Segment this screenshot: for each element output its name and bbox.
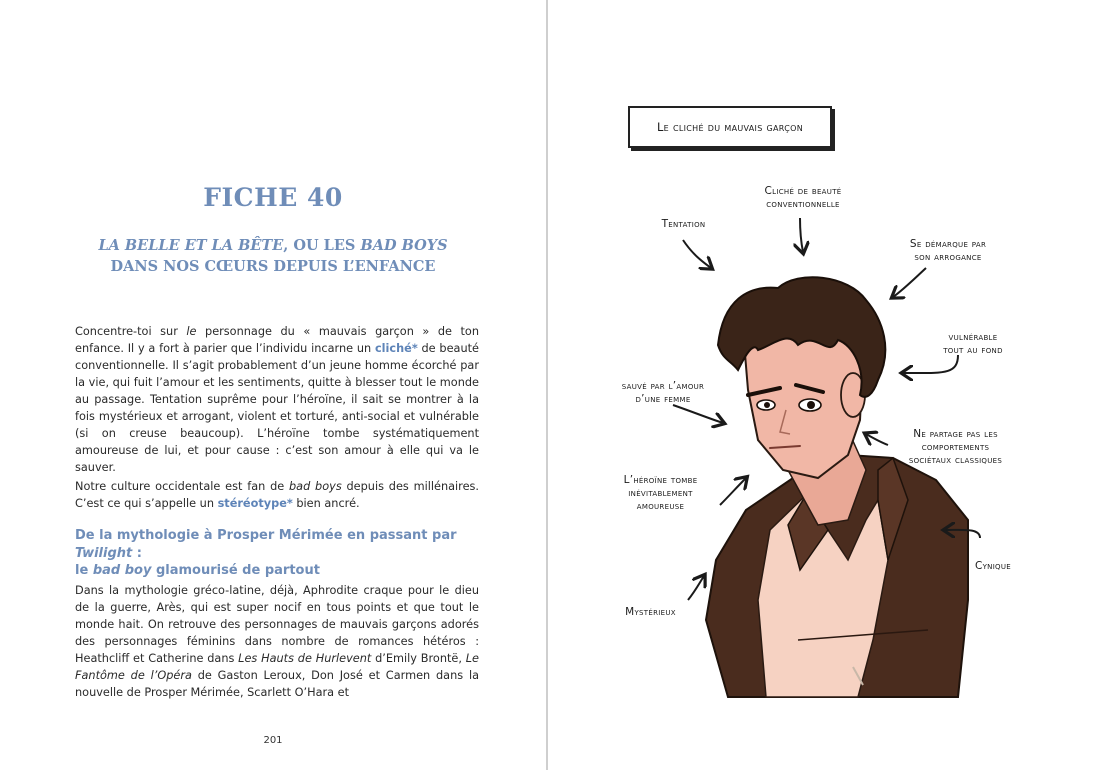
- keyword-stereotype-link[interactable]: stéréotype*: [217, 497, 293, 510]
- section-heading: [75, 527, 485, 580]
- label-cliche-beaute: Cliché de beauté conventionnelle: [764, 185, 842, 210]
- left-page: [0, 0, 546, 770]
- label-tentation: Tentation: [661, 218, 706, 230]
- label-vulnerable: vulnérable tout au fond: [943, 331, 1003, 356]
- page-number: 201: [263, 735, 283, 746]
- subtitle-line-1: [0, 235, 546, 256]
- label-se-demarque: Se démarque par son arrogance: [909, 238, 987, 263]
- section-heading-line-2: le bad boy glamourisé de partout: [75, 563, 320, 578]
- fiche-title: FICHE 40: [203, 183, 343, 212]
- right-page: [548, 0, 1093, 770]
- paragraph-3: Dans la mythologie gréco-latine, déjà, Aphrodite craque pour le dieu de la guerre, Arès, qui est super nocif en tous points et que tout le monde hait. On retrouve des personnages de mauvais garçons adorés des personnages féminins dans nombre de romances hétéros : Heathcliff et Catherine dans Les Hauts de Hurlevent d’Emily Brontë, Le Fantôme de l’Opéra de Gaston Leroux, Don José et Carmen dans la nouvelle de Prosper Mérimée, Scarlett O’Hara et: [75, 584, 479, 699]
- paragraph-1: Concentre-toi sur le personnage du « mauvais garçon » de ton enfance. Il y a fort à parier que l’individu incarne un cliché* de beauté conventionnelle. Il s’agit probablement d’un jeune homme écorché par la vie, qui fuit l’amour et les sentiments, quitte à blesser tout le monde au passage. Tentation suprême pour l’héroïne, il sait se montrer à la fois mystérieux et arrogant, violent et torturé, anti-social et vulnérable (si on creuse beaucoup). L’héroïne tombe systématiquement amoureuse de lui, et pour cause : c’est son amour à elle qui va le sauver.: [75, 325, 480, 474]
- label-sauve-par-amour: sauvé par l’amour d’une femme: [621, 380, 705, 405]
- subtitle-mid: , OU LES: [283, 237, 361, 254]
- subtitle-italic-2: BAD BOYS: [360, 237, 448, 254]
- illustration-title-box: Le cliché du mauvais garçon: [628, 106, 832, 148]
- paragraph-2: Notre culture occidentale est fan de bad boys depuis des millénaires. C’est ce qui s’appelle un stéréotype* bien ancré.: [75, 480, 479, 510]
- subtitle-line-2: DANS NOS CŒURS DEPUIS L’ENFANCE: [110, 258, 436, 275]
- section-heading-line-1: De la mythologie à Prosper Mérimée en passant par Twilight :: [75, 528, 457, 561]
- subtitle-italic-1: LA BELLE ET LA BÊTE: [98, 237, 284, 254]
- keyword-cliche-link[interactable]: cliché*: [374, 342, 418, 355]
- label-heroine-tombe: L’héroïne tombe inévitablement amoureuse: [623, 474, 698, 512]
- label-cynique: Cynique: [974, 560, 1012, 572]
- label-ne-partage-pas: Ne partage pas les comportements sociétaux classiques: [908, 428, 1003, 466]
- label-mysterieux: Mystérieux: [625, 606, 676, 618]
- fiche-subtitle: [0, 235, 546, 277]
